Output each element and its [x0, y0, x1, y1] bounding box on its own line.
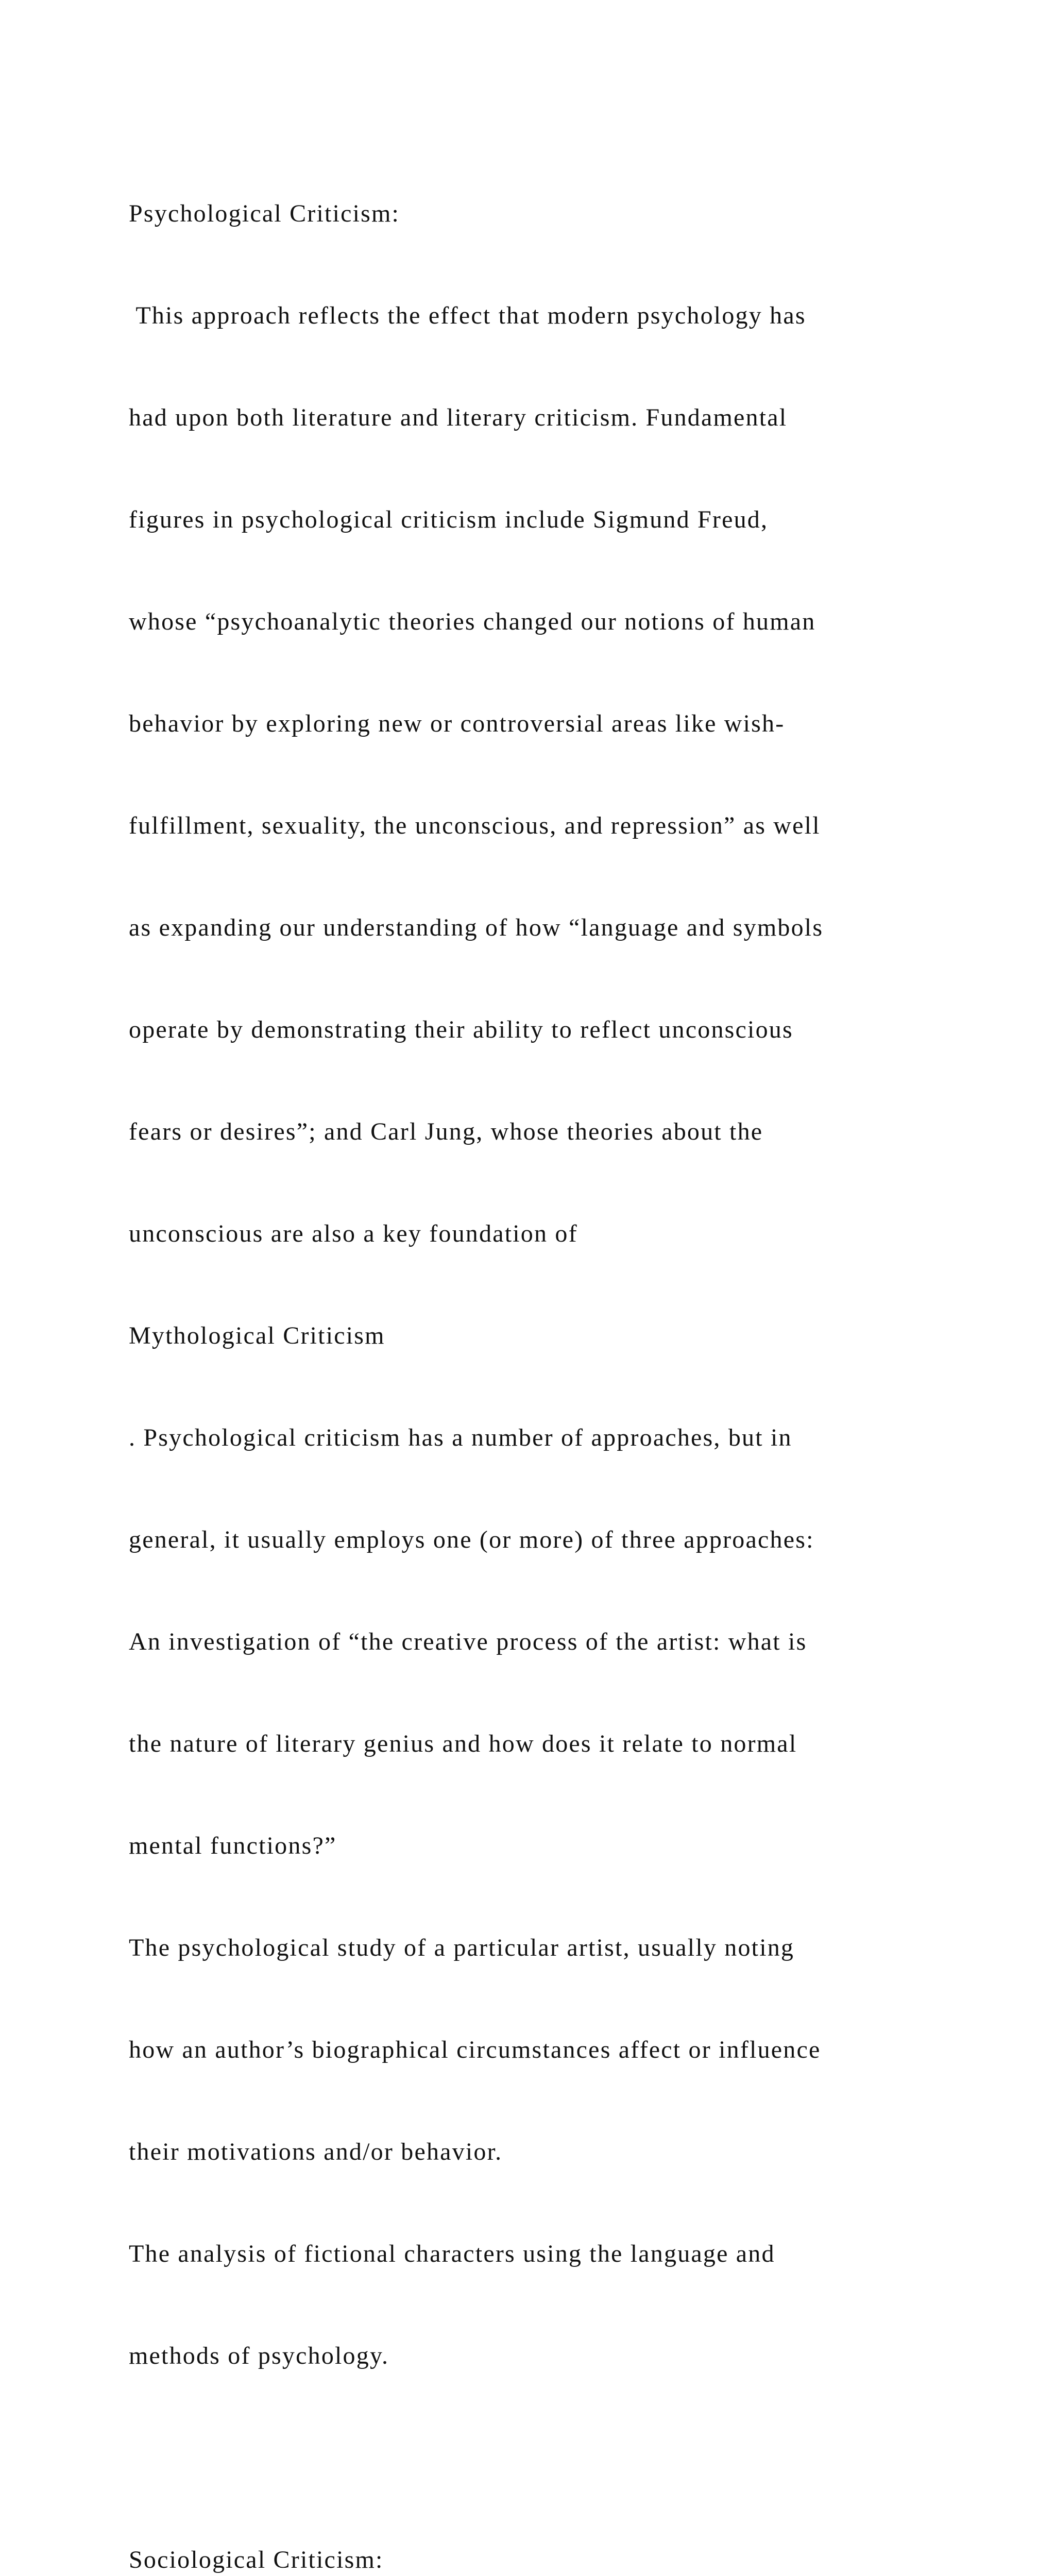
text-line: the nature of literary genius and how does it relate to normal — [129, 1730, 797, 1757]
text-line: methods of psychology. — [129, 2342, 389, 2369]
document-body — [129, 129, 932, 2576]
text-line: . Psychological criticism has a number of approaches, but in — [129, 1424, 792, 1451]
text-line: mental functions?” — [129, 1832, 337, 1859]
blank-line — [129, 2441, 932, 2475]
text-line: operate by demonstrating their ability to reflect unconscious — [129, 1016, 793, 1043]
text-line: general, it usually employs one (or more) of three approaches: — [129, 1526, 814, 1553]
text-line: The analysis of fictional characters using the language and — [129, 2240, 775, 2267]
text-line: how an author’s biographical circumstances affect or influence — [129, 2036, 821, 2063]
text-line: whose “psychoanalytic theories changed our notions of human — [129, 608, 816, 635]
text-line: The psychological study of a particular artist, usually noting — [129, 1934, 795, 1961]
text-line: fulfillment, sexuality, the unconscious, and repression” as well — [129, 812, 821, 839]
text-line: An investigation of “the creative process of the artist: what is — [129, 1628, 807, 1655]
heading-sociological-criticism: Sociological Criticism: — [129, 2546, 384, 2573]
text-line: figures in psychological criticism include Sigmund Freud, — [129, 506, 769, 533]
text-line: behavior by exploring new or controversial areas like wish- — [129, 710, 785, 737]
text-line: had upon both literature and literary criticism. Fundamental — [129, 404, 788, 431]
text-line: unconscious are also a key foundation of — [129, 1220, 578, 1247]
text-line: fears or desires”; and Carl Jung, whose theories about the — [129, 1118, 763, 1145]
heading-psychological-criticism: Psychological Criticism: — [129, 200, 400, 227]
text-line: their motivations and/or behavior. — [129, 2138, 503, 2165]
text-line: as expanding our understanding of how “language and symbols — [129, 914, 824, 941]
mythological-criticism-term: Mythological Criticism — [129, 1322, 385, 1349]
text-line: This approach reflects the effect that modern psychology has — [129, 302, 806, 329]
